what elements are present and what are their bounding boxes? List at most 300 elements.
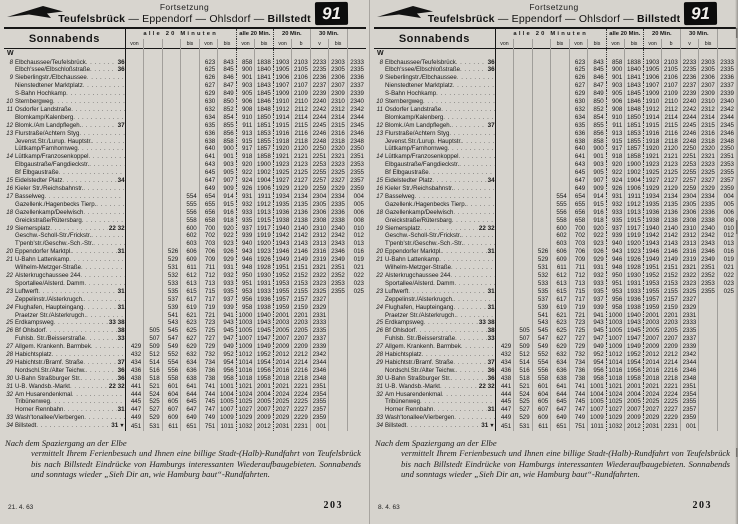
station-name: Flurstraße/Achtern Styg — [15, 129, 80, 137]
time-cell — [551, 59, 570, 67]
station-name: Gazellenkamp/Deelwisch — [385, 208, 454, 216]
time-cell: 2359 — [717, 185, 736, 193]
time-cell: 935 — [236, 217, 255, 225]
time-cell: 543 — [532, 319, 551, 327]
time-cell — [532, 138, 551, 146]
time-cell: 719 — [569, 304, 588, 312]
time-cell: 611 — [551, 264, 570, 272]
time-cell — [273, 49, 292, 59]
time-cell — [162, 153, 181, 161]
time-cell: 1011 — [218, 422, 237, 431]
time-cell: 617 — [551, 296, 570, 304]
time-cell: 012 — [717, 232, 736, 240]
time-cell: 556 — [532, 367, 551, 375]
time-cell — [625, 49, 644, 59]
time-cell: 010 — [347, 225, 366, 233]
time-cell: 2012 — [643, 351, 662, 359]
dot-leader — [424, 319, 478, 327]
time-cell: 2103 — [662, 59, 681, 67]
time-cell: 1851 — [625, 122, 644, 130]
time-cell — [144, 106, 163, 114]
time-cell: 1007 — [218, 406, 237, 414]
time-cell — [514, 66, 533, 74]
station-number: 17 — [376, 192, 383, 200]
time-cell — [699, 312, 718, 320]
time-cell: 913 — [236, 130, 255, 138]
station-name: Zeppelinstr./Alsterkrugch. — [385, 295, 454, 303]
dot-leader — [54, 319, 108, 327]
time-cell: 656 — [569, 209, 588, 217]
time-cell: 2218 — [292, 375, 311, 383]
station-name: Elbgaustraße/Fangdieckstr. — [385, 161, 460, 169]
station-row — [4, 185, 366, 193]
time-cell: 507 — [514, 335, 533, 343]
station-name: Bf Elbgaustraße — [385, 169, 429, 177]
time-cell: 943 — [218, 319, 237, 327]
time-cell — [532, 90, 551, 98]
time-cell: 717 — [199, 296, 218, 304]
time-cell: 2351 — [310, 383, 329, 391]
time-cell: 2239 — [310, 90, 329, 98]
time-cell: 2259 — [310, 185, 329, 193]
time-cell: 2307 — [329, 82, 348, 90]
time-cell: 1007 — [606, 335, 625, 343]
time-cell: 1005 — [606, 327, 625, 335]
time-cell: 2344 — [717, 114, 736, 122]
time-cell: 2248 — [680, 138, 699, 146]
time-cell: 1025 — [606, 398, 625, 406]
time-cell: 937 — [218, 296, 237, 304]
station-row — [374, 327, 736, 335]
connecting-line-ref: 36 — [487, 366, 495, 374]
time-cell: 1915 — [643, 122, 662, 130]
time-cell — [717, 406, 736, 414]
time-cell: 2237 — [680, 82, 699, 90]
col-group-label — [717, 28, 736, 39]
station-name: Elbgaustraße/Fangdieckstr. — [15, 161, 90, 169]
time-cell — [551, 130, 570, 138]
time-cell: 2244 — [680, 114, 699, 122]
time-cell: 1918 — [273, 138, 292, 146]
time-cell: 1029 — [606, 414, 625, 422]
time-cell: 1024 — [236, 391, 255, 399]
time-cell — [495, 319, 514, 327]
dot-leader — [52, 351, 125, 359]
station-row — [374, 280, 736, 288]
time-cell: 516 — [514, 367, 533, 375]
time-cell — [495, 161, 514, 169]
station-cell — [4, 185, 125, 193]
time-cell: 1940 — [643, 225, 662, 233]
station-name: Bf Ohlsdorf — [15, 327, 46, 335]
time-cell: 022 — [717, 272, 736, 280]
time-cell — [329, 312, 348, 320]
time-cell: 956 — [588, 367, 607, 375]
time-cell — [643, 49, 662, 59]
time-cell: 945 — [218, 327, 237, 335]
dot-leader — [71, 106, 124, 114]
time-cell — [144, 130, 163, 138]
station-name: Lüttkamp/Franzosenkoppel — [385, 153, 459, 161]
time-cell — [495, 225, 514, 233]
time-cell: 2359 — [347, 185, 366, 193]
time-cell: 1956 — [625, 367, 644, 375]
time-cell: 1902 — [255, 169, 274, 177]
dot-leader — [459, 161, 494, 169]
masthead — [370, 0, 738, 27]
time-cell — [329, 343, 348, 351]
time-cell: 956 — [236, 296, 255, 304]
time-cell — [347, 367, 366, 375]
station-number: 26 — [6, 327, 13, 335]
dot-leader — [436, 90, 495, 98]
time-cell: 914 — [218, 193, 237, 201]
time-cell — [144, 296, 163, 304]
station-row — [374, 217, 736, 225]
time-cell — [144, 66, 163, 74]
dot-leader — [454, 280, 494, 288]
time-cell: 2216 — [292, 367, 311, 375]
time-cell — [588, 49, 607, 59]
time-cell: 2007 — [273, 335, 292, 343]
dot-leader — [90, 66, 117, 74]
time-cell — [144, 177, 163, 185]
time-cell — [162, 240, 181, 248]
time-cell: 939 — [606, 232, 625, 240]
time-cell: 1936 — [255, 296, 274, 304]
time-cell — [495, 66, 514, 74]
time-cell: 926 — [236, 185, 255, 193]
route-number-badge: 91 — [684, 2, 717, 25]
time-cell: 909 — [218, 185, 237, 193]
time-cell: 554 — [162, 359, 181, 367]
station-row — [374, 406, 736, 414]
connecting-line-ref: 31 — [117, 248, 125, 256]
station-cell — [374, 114, 495, 122]
time-cell — [329, 375, 348, 383]
time-cell: 2253 — [310, 161, 329, 169]
route-number-badge: 91 — [315, 2, 348, 25]
time-cell: 2336 — [329, 209, 348, 217]
col-group-label: 20 Min. — [273, 28, 310, 39]
time-cell — [310, 49, 329, 59]
station-row — [374, 153, 736, 161]
time-cell: 1005 — [588, 398, 607, 406]
station-row — [374, 145, 736, 153]
station-name: Praetzer Str./Alsterkrugch. — [385, 311, 457, 319]
station-name: Nienstedtener Marktplatz — [385, 82, 453, 90]
time-cell: 2305 — [310, 201, 329, 209]
time-cell: 2153 — [662, 280, 681, 288]
time-cell — [532, 232, 551, 240]
promo-body: vermittelt Ihrem Ferienbesuch und Ihnen eine billige Stadt-(Halb)-Rundfahrt von Teufelsbrück bis nach Billstedt Eindrücke von Hamburgs interessanten Wiederaufbaugebieten. Sonnabends und sonntags wieder „Sieh Dir an, wie Hamburg baut“-Rundfahrten. — [401, 448, 730, 480]
station-name: Elbch'ssee/Elbschloßstraße — [385, 66, 460, 74]
time-cell: 2336 — [347, 74, 366, 82]
time-cell: 943 — [588, 319, 607, 327]
time-cell: 626 — [569, 74, 588, 82]
time-cell — [144, 145, 163, 153]
time-cell: 625 — [569, 66, 588, 74]
time-cell: 1857 — [255, 145, 274, 153]
time-cell — [144, 225, 163, 233]
time-cell: 903 — [588, 161, 607, 169]
time-cell: 2016 — [643, 367, 662, 375]
time-cell: 940 — [606, 240, 625, 248]
time-cell: 954 — [588, 359, 607, 367]
time-cell: 2320 — [329, 145, 348, 153]
time-cell — [162, 209, 181, 217]
time-cell: 451 — [125, 422, 144, 431]
time-cell — [181, 177, 200, 185]
time-cell: 2250 — [310, 145, 329, 153]
time-cell — [514, 272, 533, 280]
time-cell: 1009 — [588, 414, 607, 422]
station-row — [4, 264, 366, 272]
time-cell: 2339 — [310, 343, 329, 351]
time-cell: 1906 — [643, 74, 662, 82]
station-number: 23 — [376, 287, 383, 295]
station-row — [4, 209, 366, 217]
connecting-line-ref: 36 — [487, 58, 495, 66]
time-cell: 2318 — [329, 138, 348, 146]
station-cell — [4, 398, 125, 406]
time-cell — [532, 209, 551, 217]
connecting-line-ref: 22 32 — [478, 224, 495, 232]
time-cell: 655 — [199, 201, 218, 209]
time-cell: 541 — [532, 312, 551, 320]
time-cell: 2337 — [347, 82, 366, 90]
time-cell: 623 — [199, 59, 218, 67]
time-cell: 1935 — [643, 201, 662, 209]
col-sub-label: von — [273, 39, 292, 49]
time-cell — [514, 296, 533, 304]
station-cell — [374, 312, 495, 320]
time-cell: 526 — [162, 248, 181, 256]
time-cell: 445 — [495, 398, 514, 406]
time-cell: 2331 — [310, 312, 329, 320]
station-name: Flughafen, Haupteingang — [15, 303, 84, 311]
time-cell — [495, 114, 514, 122]
station-name: Erdkampsweg — [15, 319, 54, 327]
time-cell: 1855 — [625, 138, 644, 146]
time-cell: 533 — [162, 280, 181, 288]
station-row — [4, 335, 366, 343]
time-cell: 849 — [218, 90, 237, 98]
time-cell: 2359 — [310, 414, 329, 422]
dot-leader — [87, 74, 125, 82]
station-cell — [374, 185, 495, 193]
dot-leader — [63, 406, 116, 414]
station-name: Billstedt — [385, 422, 407, 430]
time-cell — [329, 383, 348, 391]
continuation-label: Fortsetzung — [159, 2, 210, 12]
station-cell — [374, 201, 495, 209]
time-cell: 2339 — [347, 90, 366, 98]
station-number: 32 — [376, 390, 383, 398]
time-cell: 1919 — [625, 232, 644, 240]
time-cell: 656 — [199, 209, 218, 217]
time-cell: 1904 — [625, 177, 644, 185]
time-cell: 945 — [588, 327, 607, 335]
time-cell: 445 — [125, 398, 144, 406]
time-cell: 444 — [495, 391, 514, 399]
time-cell: 1938 — [255, 304, 274, 312]
time-cell: 2125 — [292, 169, 311, 177]
time-cell — [347, 335, 366, 343]
time-cell: 623 — [181, 319, 200, 327]
time-cell: 2342 — [680, 351, 699, 359]
connecting-line-ref: 31 — [481, 422, 489, 430]
time-cell: 939 — [588, 304, 607, 312]
time-cell — [551, 138, 570, 146]
connecting-line-ref: 33 — [487, 335, 495, 343]
time-cell — [162, 145, 181, 153]
time-cell — [495, 335, 514, 343]
time-cell: 2253 — [680, 161, 699, 169]
dot-leader — [451, 122, 486, 130]
time-cell: 2235 — [310, 66, 329, 74]
station-name: U-B. Wandsb.-Markt — [385, 382, 440, 390]
time-cell: 958 — [606, 304, 625, 312]
station-cell — [4, 391, 125, 399]
time-cell: 1848 — [255, 106, 274, 114]
station-name: Nordschl.Str./Alter Teichw. — [15, 366, 86, 374]
time-cell: 2346 — [347, 130, 366, 138]
connecting-line-ref: 36 — [117, 374, 125, 382]
time-cell: 2233 — [310, 59, 329, 67]
time-cell — [551, 161, 570, 169]
time-cell — [495, 153, 514, 161]
station-name: Zeppelinstr./Alsterkrugch. — [15, 295, 84, 303]
time-cell: 1903 — [273, 59, 292, 67]
time-cell: 953 — [236, 288, 255, 296]
dot-leader — [457, 74, 495, 82]
time-cell — [162, 66, 181, 74]
time-cell: 554 — [551, 193, 570, 201]
time-cell — [514, 193, 533, 201]
time-cell — [347, 319, 366, 327]
connecting-line-ref: 34 — [117, 177, 125, 185]
time-cell: 852 — [588, 106, 607, 114]
time-cell: 2357 — [680, 406, 699, 414]
time-cell — [532, 122, 551, 130]
time-cell — [551, 82, 570, 90]
time-cell: 649 — [569, 185, 588, 193]
time-cell: 2153 — [292, 280, 311, 288]
time-cell: 2004 — [625, 391, 644, 399]
station-number: 11 — [6, 105, 13, 113]
time-cell: 939 — [236, 232, 255, 240]
time-cell: 1900 — [625, 161, 644, 169]
time-cell — [162, 59, 181, 67]
time-cell: 935 — [606, 217, 625, 225]
time-cell: 629 — [181, 343, 200, 351]
time-cell: 2333 — [310, 319, 329, 327]
time-cell: 2031 — [643, 422, 662, 431]
time-cell: 943 — [236, 248, 255, 256]
time-cell: 905 — [606, 90, 625, 98]
time-cell: 1003 — [606, 319, 625, 327]
time-cell — [144, 122, 163, 130]
time-cell: 849 — [588, 90, 607, 98]
time-cell — [181, 161, 200, 169]
time-cell — [495, 177, 514, 185]
station-cell — [374, 383, 495, 391]
connecting-line-ref: 38 — [117, 327, 125, 335]
time-cell: 449 — [495, 414, 514, 422]
time-cell: 2027 — [643, 406, 662, 414]
dot-leader — [440, 383, 478, 391]
time-cell: 1957 — [643, 296, 662, 304]
time-cell: 2308 — [310, 217, 329, 225]
station-name: U-B. Wandsb.-Markt — [15, 382, 70, 390]
time-cell: 2118 — [292, 138, 311, 146]
time-cell: 2201 — [292, 312, 311, 320]
time-cell: 1930 — [255, 272, 274, 280]
time-cell: 918 — [588, 217, 607, 225]
time-cell — [329, 327, 348, 335]
station-name: Basselweg — [385, 192, 415, 200]
time-cell: 926 — [218, 248, 237, 256]
time-cell: 509 — [514, 343, 533, 351]
time-cell: 1926 — [625, 256, 644, 264]
station-row — [374, 391, 736, 399]
time-cell — [606, 49, 625, 59]
time-cell: 625 — [199, 66, 218, 74]
time-cell: 929 — [218, 256, 237, 264]
time-cell: 008 — [717, 217, 736, 225]
time-cell: 2025 — [273, 398, 292, 406]
time-cell: 747 — [569, 406, 588, 414]
time-cell: 918 — [236, 153, 255, 161]
time-cell — [495, 232, 514, 240]
time-cell — [514, 225, 533, 233]
time-cell: 744 — [569, 391, 588, 399]
station-number: 8 — [379, 58, 383, 66]
station-cell — [4, 312, 125, 320]
station-row — [374, 319, 736, 327]
time-cell: 1931 — [625, 280, 644, 288]
time-cell: 2345 — [717, 122, 736, 130]
schnellbus-arrow-logo — [377, 5, 433, 19]
time-cell — [125, 327, 144, 335]
station-cell — [374, 74, 495, 82]
time-cell — [144, 319, 163, 327]
station-cell — [374, 264, 495, 272]
time-cell: 2251 — [310, 153, 329, 161]
time-cell — [125, 217, 144, 225]
time-cell: 931 — [236, 193, 255, 201]
station-cell — [4, 130, 125, 138]
station-cell — [374, 406, 495, 414]
col-group-label: 30 Min. — [310, 28, 347, 39]
time-cell: 1959 — [643, 304, 662, 312]
time-cell — [699, 49, 718, 59]
time-cell — [125, 66, 144, 74]
time-cell — [162, 122, 181, 130]
station-number: 25 — [6, 319, 13, 327]
time-cell: 2342 — [329, 232, 348, 240]
station-name: Blomkamp/Kalenberg — [385, 113, 444, 121]
timetable — [374, 27, 736, 431]
time-cell: 529 — [532, 256, 551, 264]
time-cell: 1007 — [588, 406, 607, 414]
time-cell — [125, 49, 144, 59]
time-cell: 2316 — [329, 130, 348, 138]
time-cell: 937 — [588, 296, 607, 304]
dot-leader — [414, 193, 494, 201]
connecting-line-ref: 33 38 — [108, 319, 125, 327]
